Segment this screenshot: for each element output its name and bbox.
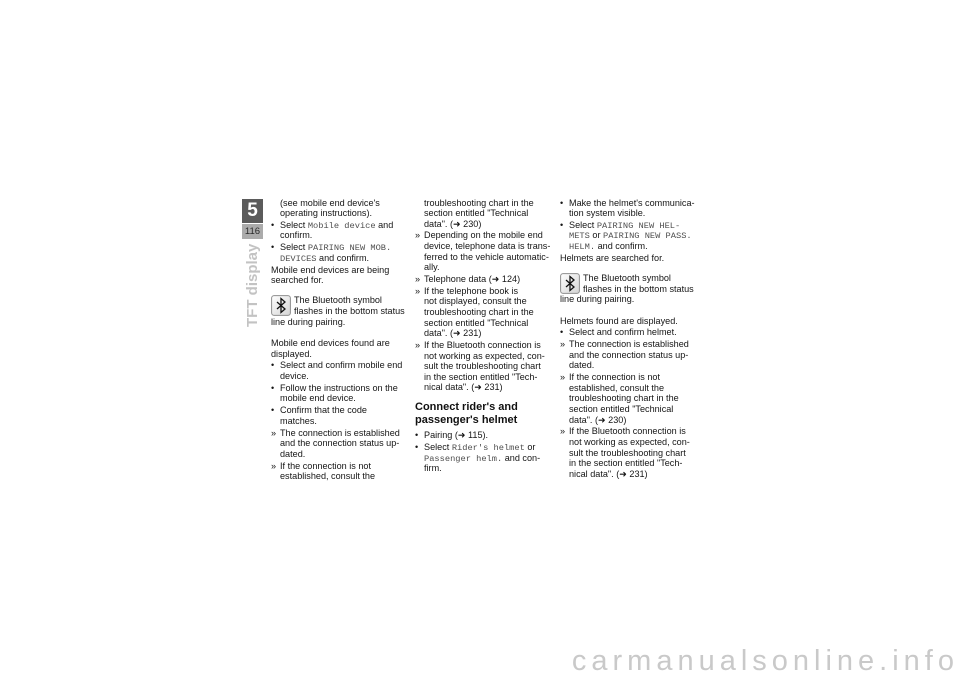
text-line: Make the helmet's communica- [569, 197, 695, 208]
text-line: flashes in the bottom status [294, 306, 405, 316]
text-line [424, 442, 555, 453]
text-line: If the telephone book is [424, 285, 519, 296]
text-line [280, 242, 411, 253]
bullet-marker: • [560, 219, 564, 230]
text-line: ally. [424, 262, 440, 273]
text-line: Pairing (➜ 115). [424, 430, 489, 441]
result-item [271, 428, 411, 460]
text-line: The connection is established [569, 339, 689, 350]
text-line: ferred to the vehicle automatic- [424, 251, 549, 262]
page-number: 116 [242, 224, 263, 239]
result-marker: » [560, 339, 566, 350]
display-menu-entry: PAIRING NEW PASS. [603, 231, 692, 242]
bluetooth-symbol [560, 273, 580, 294]
text-segment: Select [280, 219, 308, 230]
section-heading [415, 401, 555, 427]
result-item [560, 372, 705, 425]
text-line: not working as expected, con- [569, 436, 690, 447]
text-column-2 [415, 198, 555, 474]
text-segment: or [524, 441, 536, 452]
text-line: device. [280, 371, 309, 382]
result-marker: » [560, 426, 566, 437]
bullet-item [271, 405, 411, 426]
display-menu-entry: PAIRING NEW MOB. [307, 243, 392, 254]
text-line: The Bluetooth symbol [294, 295, 382, 306]
result-item [271, 461, 411, 482]
body-paragraph [560, 316, 705, 327]
bluetooth-icon [271, 295, 291, 316]
bluetooth-symbol [271, 295, 291, 316]
text-line: Depending on the mobile end [424, 230, 543, 241]
continuation-text [415, 198, 555, 230]
bluetooth-note [271, 295, 411, 327]
text-line: in the section entitled "Tech- [424, 371, 538, 382]
result-item [560, 339, 705, 371]
text-line: Select and confirm helmet. [569, 327, 677, 338]
bluetooth-note [560, 273, 705, 305]
result-marker: » [271, 460, 277, 471]
bullet-item [271, 220, 411, 241]
text-segment: Select [424, 441, 452, 452]
text-line: section entitled "Technical [424, 208, 529, 219]
display-menu-entry: Mobile device [307, 220, 376, 231]
text-line [569, 241, 705, 252]
display-menu-entry: METS [569, 231, 590, 242]
result-marker: » [271, 427, 277, 438]
body-paragraph [271, 338, 411, 359]
text-line: sult the troubleshooting chart [569, 447, 686, 458]
bullet-item [271, 242, 411, 263]
bullet-marker: • [560, 197, 564, 208]
bullet-item [560, 220, 705, 252]
text-line: Helmets found are displayed. [560, 315, 678, 326]
text-line: line during pairing. [560, 294, 635, 305]
text-line: section entitled "Technical [569, 404, 674, 414]
text-column-3 [560, 198, 705, 480]
result-marker: » [415, 285, 421, 296]
text-line: dated. [569, 360, 595, 371]
text-segment: Select [569, 219, 597, 230]
text-line: section entitled "Technical [424, 317, 529, 328]
text-line: passenger's helmet [415, 413, 518, 426]
text-line: firm. [424, 463, 442, 474]
text-line: The connection is established [280, 427, 400, 438]
text-column-1 [271, 198, 411, 482]
text-line: Confirm that the code [280, 405, 367, 416]
result-marker: » [415, 274, 421, 285]
text-line: data". (➜ 230) [569, 414, 627, 425]
result-item [415, 286, 555, 339]
result-marker: » [415, 339, 421, 350]
text-line: displayed. [271, 348, 312, 359]
text-line: If the connection is not [569, 372, 660, 383]
text-line: (see mobile end device's [280, 197, 380, 208]
display-menu-entry: Rider's helmet [451, 442, 525, 453]
text-line: and the connection status up- [280, 438, 400, 449]
text-line: Mobile end devices found are [271, 338, 390, 349]
text-line: sult the troubleshooting chart [424, 361, 541, 372]
result-marker: » [415, 230, 421, 241]
bullet-item [271, 360, 411, 381]
text-line: operating instructions). [280, 208, 372, 219]
text-line [280, 220, 411, 231]
text-line: nical data". (➜ 231) [424, 382, 503, 393]
text-line: confirm. [280, 230, 313, 241]
text-line: Telephone data (➜ 124) [424, 274, 521, 285]
text-line: troubleshooting chart in the [424, 197, 534, 208]
watermark: carmanualsonline.info [571, 645, 959, 677]
chapter-number: 5 [242, 199, 263, 223]
text-line: The Bluetooth symbol [583, 273, 671, 284]
bullet-marker: • [271, 242, 275, 253]
body-paragraph [560, 253, 705, 264]
bullet-marker: • [415, 430, 419, 441]
bullet-item [560, 198, 705, 219]
bullet-item [415, 442, 555, 474]
text-line: mobile end device. [280, 393, 356, 404]
result-item [560, 426, 705, 479]
text-line: Follow the instructions on the [280, 382, 398, 393]
text-line: data". (➜ 230) [424, 218, 482, 229]
text-line: and the connection status up- [569, 349, 689, 360]
body-paragraph [271, 265, 411, 286]
text-line: Select and confirm mobile end [280, 360, 403, 371]
chapter-tab [242, 199, 263, 239]
text-segment: and confirm. [316, 252, 370, 263]
display-menu-entry: PAIRING NEW HEL- [596, 220, 681, 231]
result-item [415, 230, 555, 272]
text-segment: Select [280, 242, 308, 253]
text-line: Helmets are searched for. [560, 252, 665, 263]
bullet-marker: • [415, 441, 419, 452]
display-menu-entry: DEVICES [280, 253, 317, 264]
text-line: If the Bluetooth connection is [569, 426, 686, 437]
text-segment: and [375, 219, 394, 230]
text-line: Connect rider's and [415, 400, 518, 413]
result-item [415, 340, 555, 393]
text-segment: or [589, 230, 603, 241]
display-menu-entry: Passenger helm. [424, 453, 503, 464]
text-line: line during pairing. [271, 316, 346, 327]
text-line: Mobile end devices are being [271, 264, 390, 275]
bullet-item [271, 383, 411, 404]
text-line: flashes in the bottom status [583, 283, 694, 294]
bullet-item [560, 327, 705, 338]
bullet-marker: • [271, 219, 275, 230]
text-segment: and confirm. [595, 241, 648, 252]
text-segment: and con- [502, 452, 541, 463]
text-line: nical data". (➜ 231) [569, 468, 648, 479]
display-menu-entry: HELM. [569, 242, 596, 253]
text-line [280, 253, 411, 264]
text-line: not displayed, consult the [424, 296, 527, 307]
text-line: established, consult the [280, 471, 376, 482]
text-line: troubleshooting chart in the [424, 307, 534, 317]
text-line: If the Bluetooth connection is [424, 339, 541, 350]
result-marker: » [560, 372, 566, 383]
text-line: tion system visible. [569, 208, 646, 219]
bullet-item [415, 430, 555, 441]
text-line: dated. [280, 448, 306, 459]
chapter-title: TFT display [244, 243, 261, 327]
text-line: searched for. [271, 275, 324, 286]
text-line [569, 220, 705, 231]
text-line: in the section entitled "Tech- [569, 458, 683, 469]
bluetooth-icon [560, 273, 580, 294]
text-line: not working as expected, con- [424, 350, 545, 361]
bullet-marker: • [271, 360, 275, 371]
bullet-marker: • [560, 327, 564, 338]
text-line: If the connection is not [280, 460, 371, 471]
text-line: device, telephone data is trans- [424, 241, 551, 252]
text-line: troubleshooting chart in the [569, 393, 679, 404]
text-line: data". (➜ 231) [424, 328, 482, 339]
continuation-text [271, 198, 411, 219]
text-line: matches. [280, 415, 317, 426]
text-line: established, consult the [569, 382, 665, 393]
text-line [424, 453, 555, 464]
text-line [569, 230, 705, 241]
result-item [415, 274, 555, 285]
bullet-marker: • [271, 405, 275, 416]
bullet-marker: • [271, 382, 275, 393]
